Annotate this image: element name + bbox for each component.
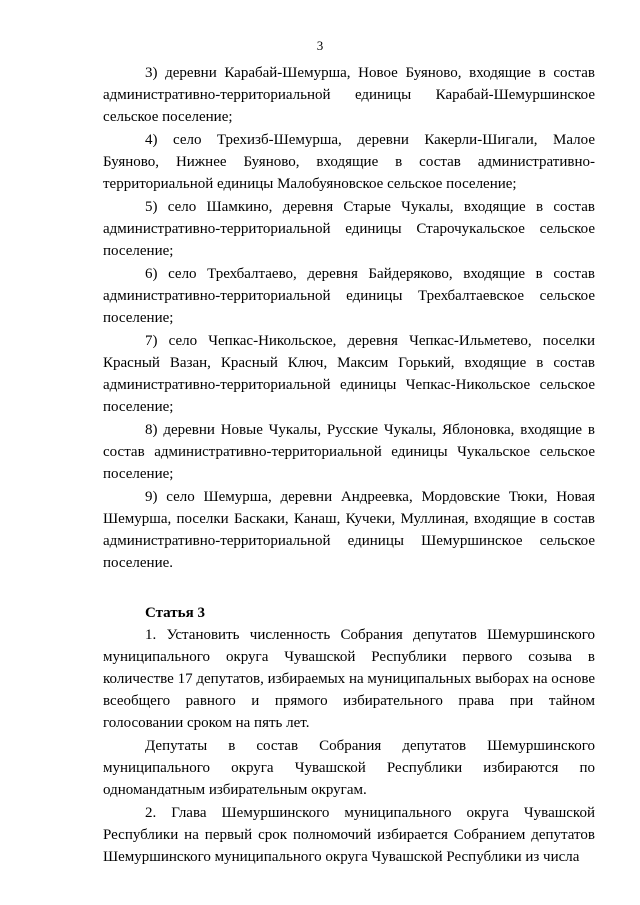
list-item: 7) село Чепкас-Никольское, деревня Чепкас-Ильметево, поселки Красный Вазан, Красный Ключ, Максим Горький, входящие в состав административно-территориальной единицы Чепкас-Никольское сельское поселение; (103, 333, 595, 415)
article-paragraph: 2. Глава Шемуршинского муниципального округа Чувашской Республики на первый срок полномочий избирается Собранием депутатов Шемуршинского муниципального округа Чувашской Республики из числа (103, 805, 595, 865)
list-item: 9) село Шемурша, деревни Андреевка, Мордовские Тюки, Новая Шемурша, поселки Баскаки, Канаш, Кучеки, Муллиная, входящие в состав административно-территориальной единицы Шемуршинское сельское поселение. (103, 489, 595, 571)
list-item: 5) село Шамкино, деревня Старые Чукалы, входящие в состав административно-территориальной единицы Старочукальское сельское поселение; (103, 199, 595, 259)
list-item: 8) деревни Новые Чукалы, Русские Чукалы, Яблоновка, входящие в состав административно-территориальной единицы Чукальское сельское поселение; (103, 422, 595, 482)
article-paragraph: 1. Установить численность Собрания депутатов Шемуршинского муниципального округа Чувашской Республики первого созыва в количестве 17 депутатов, избираемых на муниципальных выборах на основе всеобщего равного и прямого избирательного права при тайном голосовании сроком на пять лет. (103, 627, 595, 731)
article-paragraph: Депутаты в состав Собрания депутатов Шемуршинского муниципального округа Чувашской Республики избираются по одномандатным избирательным округам. (103, 738, 595, 798)
list-item: 6) село Трехбалтаево, деревня Байдеряково, входящие в состав административно-территориальной единицы Трехбалтаевское сельское поселение; (103, 266, 595, 326)
list-item: 3) деревни Карабай-Шемурша, Новое Буяново, входящие в состав административно-территориальной единицы Карабай-Шемуршинское сельское поселение; (103, 65, 595, 125)
list-item: 4) село Трехизб-Шемурша, деревни Какерли-Шигали, Малое Буяново, Нижнее Буяново, входящие в состав административно-территориальной единицы Малобуяновское сельское поселение; (103, 132, 595, 192)
page-number: 3 (316, 38, 324, 53)
article-heading: Статья 3 (145, 605, 205, 621)
document-body (103, 62, 595, 869)
